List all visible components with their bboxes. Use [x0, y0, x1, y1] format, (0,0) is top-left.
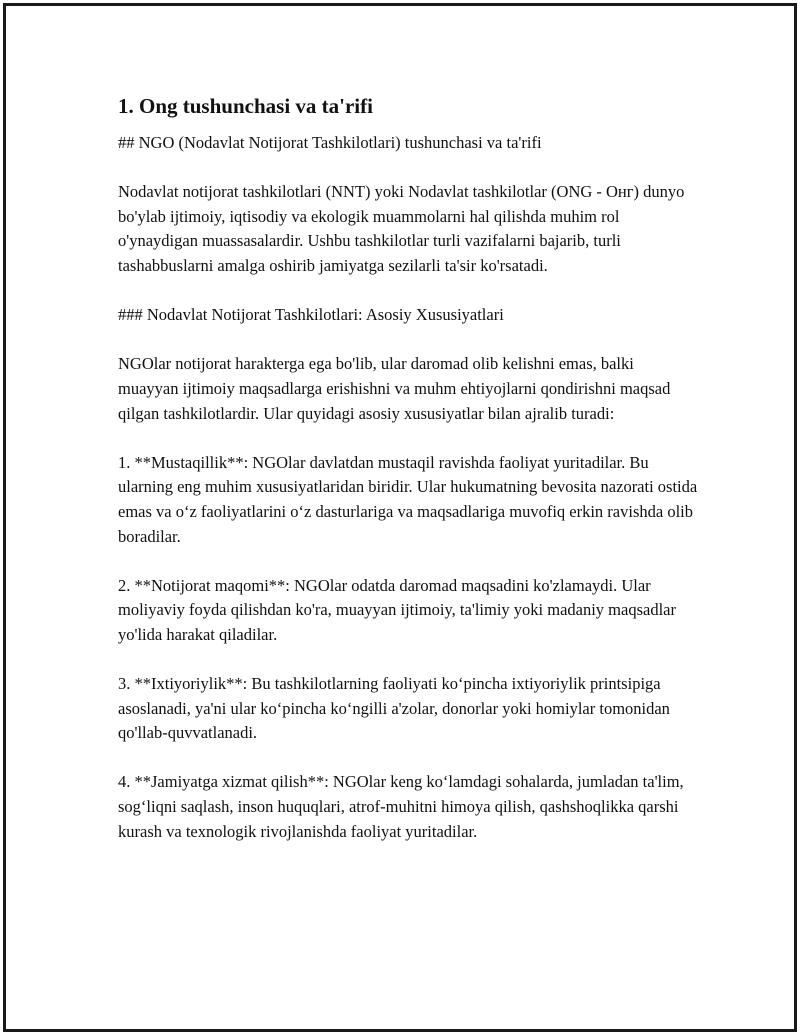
list-item-independence: 1. **Mustaqillik**: NGOlar davlatdan mustaqil ravishda faoliyat yuritadilar. Bu ularning eng muhim xususiyatlaridan biridir. Ular hukumatning bevosita nazorati ostida emas va o‘z faoliyatlarini o‘z dasturlariga va maqsadlariga muvofiq erkin ravishda olib boradilar. — [118, 452, 698, 546]
list-item-voluntariness: 3. **Ixtiyoriylik**: Bu tashkilotlarning faoliyati ko‘pincha ixtiyoriylik printsipiga asoslanadi, ya'ni ular ko‘pincha ko‘ngilli a'zolar, donorlar yoki homiylar tomonidan qo'llab-quvvatlanadi. — [118, 674, 670, 743]
list-item-non-profit-status: 2. **Notijorat maqomi**: NGOlar odatda daromad maqsadini ko'zlamaydi. Ular moliyaviy foyda qilishdan ko'ra, muayyan ijtimoiy, ta'limiy yoki madaniy maqsadlar yo'lida harakat qiladilar. — [118, 575, 676, 644]
paragraph-features-intro: NGOlar notijorat harakterga ega bo'lib, ular daromad olib kelishni emas, balki muayyan ijtimoiy maqsadlarga erishishni va muhm ehtiyojlarni qondirishni maqsad qilgan tashkilotlardir. Ular quyidagi asosiy xususiyatlar bilan ajralib turadi: — [118, 354, 671, 423]
document-title: 1. Ong tushunchasi va ta'rifi — [118, 94, 373, 118]
paragraph-intro: Nodavlat notijorat tashkilotlari (NNT) yoki Nodavlat tashkilotlar (ONG - Онг) dunyo bo'ylab ijtimoiy, iqtisodiy va ekologik muammolarni hal qilishda muhim rol o'ynaydigan muassasalardir. Ushbu tashkilotlar turli vazifalarni bajarib, turli tashabbuslarni amalga oshirib jamiyatga sezilarli ta'sir ko'rsatadi. — [118, 182, 685, 275]
list-item-public-service: 4. **Jamiyatga xizmat qilish**: NGOlar keng ko‘lamdagi sohalarda, jumladan ta'lim, sog‘liqni saqlash, inson huquqlari, atrof-muhitni himoya qilish, qashshoqlikka qarshi kurash va texnologik rivojlanishda faoliyat yuritadilar. — [118, 772, 684, 841]
section-heading-main-features: ### Nodavlat Notijorat Tashkilotlari: Asosiy Xususiyatlari — [118, 305, 504, 325]
document-body — [118, 92, 698, 869]
section-heading-ngo-concept: ## NGO (Nodavlat Notijorat Tashkilotlari) tushunchasi va ta'rifi — [118, 133, 542, 152]
